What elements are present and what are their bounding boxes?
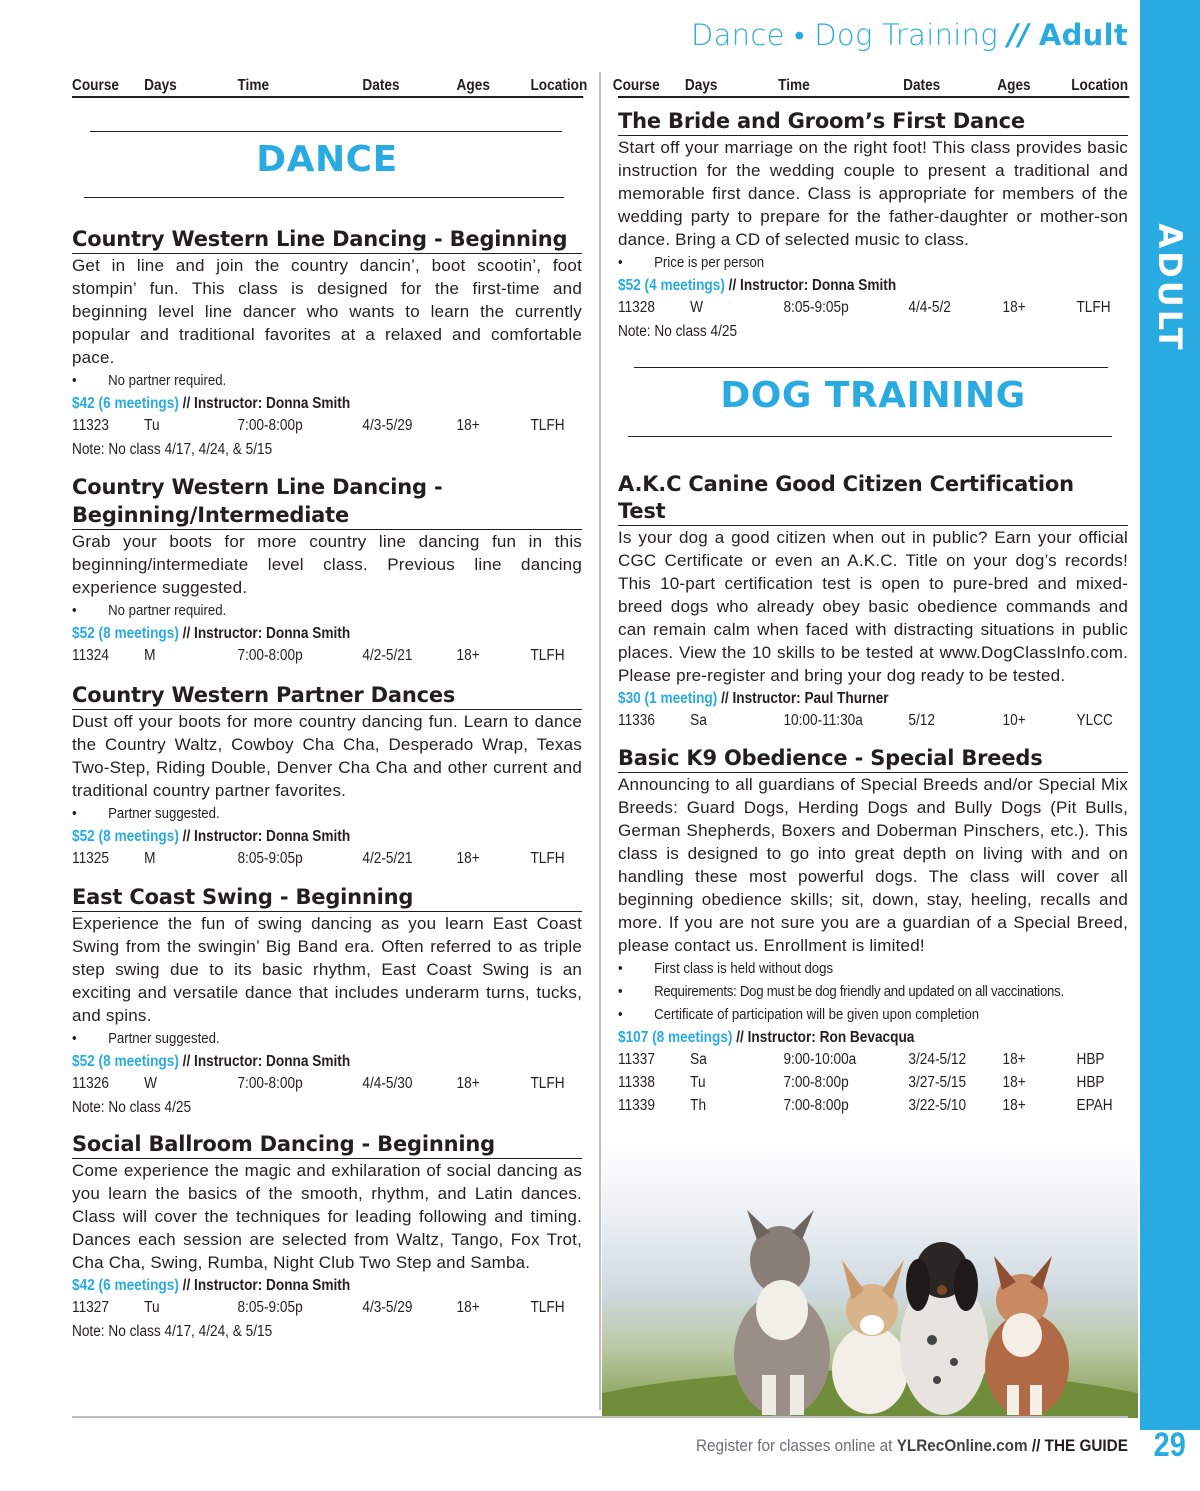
colhead-days: Days [144,77,177,94]
page-header [691,18,1128,53]
course-instructor: // Instructor: Donna Smith [178,1277,351,1294]
course-note: Note: No class 4/17, 4/24, & 5/15 [72,1323,273,1340]
sched-location: TLFH [530,647,565,664]
sched-location: TLFH [530,1075,565,1092]
colhead-course: Course [612,77,660,94]
footer-guide: // THE GUIDE [1027,1436,1128,1455]
course-instructor: // Instructor: Donna Smith [178,395,351,412]
sched-dates: 4/2-5/21 [362,647,413,664]
side-tab-label: ADULT [1151,223,1189,353]
sched-dates: 4/4-5/2 [908,299,951,316]
sched-time: 7:00-8:00p [237,647,303,664]
sched-ages: 18+ [456,417,480,434]
course-description: Come experience the magic and exhilaration of social dancing as you learn the basics of the smooth, rhythm, and Latin dances. Class will cover the techniques for leading following and timing. Dances each session are selected from Waltz, Tango, Fox Trot, Cha Cha, Swing, Rumba, Night Club Two Step and Samba. [72,1161,582,1272]
sched-ages: 10+ [1002,712,1026,729]
course-note: Note: No class 4/25 [618,323,738,340]
schedule-row [618,1072,1130,1095]
colhead-dates: Dates [903,77,941,94]
header-separator: // [1007,18,1030,52]
sched-time: 7:00-8:00p [783,1074,849,1091]
course-price: $42 (6 meetings) [72,395,179,412]
sched-days: W [690,299,704,316]
sched-dates: 5/12 [908,712,935,729]
dogs-illustration [602,1140,1138,1418]
sched-ages: 18+ [1002,299,1026,316]
course-description: Grab your boots for more country line dancing fun in this beginning/intermediate level class. Previous line dancing experience suggested. [72,532,582,597]
header-dog-training: Dog Training [814,18,998,52]
sched-dates: 3/24-5/12 [908,1051,967,1068]
dog-spaniel [900,1242,988,1415]
dog-merle-shepherd [734,1210,830,1417]
dance-rule-top [90,131,562,132]
sched-dates: 4/3-5/29 [362,417,413,434]
footer-site-link[interactable]: YLRecOnline.com [896,1436,1028,1455]
course-description: Experience the fun of swing dancing as you learn East Coast Swing from the swingin’ Big Band era. Often referred to as triple step swing due to its basic rhythm, East Coast Swing is an exciting and versatile dance that includes underarm turns, tucks, and spins. [72,914,582,1025]
course-instructor: // Instructor: Paul Thurner [717,690,889,707]
footer-text: Register for classes online at [696,1436,897,1455]
schedule-row [72,645,584,668]
course-title-line-2: Beginning/Intermediate [72,503,350,527]
course-line-dancing-beginning [72,226,582,461]
course-k9-obedience [618,745,1128,1118]
course-title: East Coast Swing - Beginning [72,884,582,912]
course-price-line [618,1026,1125,1049]
course-canine-good-citizen [618,471,1128,733]
dog-rule-top [634,367,1108,368]
sched-location: TLFH [530,850,565,867]
sched-dates: 4/3-5/29 [362,1299,413,1316]
header-dot: • [794,18,805,52]
colhead-ages: Ages [997,77,1031,94]
course-bullet: • First class is held without dogs [618,957,1125,980]
course-title: Social Ballroom Dancing - Beginning [72,1131,582,1159]
course-title: The Bride and Groom’s First Dance [618,108,1128,136]
course-bullet: • Price is per person [618,251,1125,274]
sched-ages: 18+ [456,850,480,867]
sched-course: 11323 [72,417,109,434]
sched-time: 9:00-10:00a [783,1051,857,1068]
dog-corgi [832,1260,908,1414]
course-description: Get in line and join the country dancin’, boot scootin’, foot stompin’ fun. This class is designed for the first-time and beginning level line dancer who wants to learn the currently popular and traditional favorites at a relaxed and comfortable pace. [72,256,582,367]
sched-location: EPAH [1076,1097,1113,1114]
course-bullet: • Certificate of participation will be given upon completion [618,1003,1125,1026]
course-social-ballroom [72,1131,582,1343]
colhead-dates: Dates [362,77,400,94]
sched-days: M [144,647,156,664]
sched-time: 8:05-9:05p [783,299,849,316]
page-number: 29 [1153,1426,1186,1464]
course-instructor: // Instructor: Donna Smith [178,1053,351,1070]
course-instructor: // Instructor: Ron Bevacqua [732,1029,915,1046]
course-bullet: • Partner suggested. [72,802,579,825]
sched-ages: 18+ [456,647,480,664]
course-price-line [72,1274,579,1297]
colhead-location: Location [1071,77,1129,94]
course-price: $52 (4 meetings) [618,277,725,294]
course-description: Is your dog a good citizen when out in public? Earn your official CGC Certificate or even an A.K.C. Title on your dog’s records! This 10-part certification test is open to pure-bred and mixed-breed dogs who already obey basic obedience commands and can remain calm when faced with distracting situations in public places. View the 10 skills to be tested at www.DogClassInfo.com. Please pre-register and bring your dog ready to be tested. [618,528,1128,685]
course-bullet: • Requirements: Dog must be dog friendly and updated on all vaccinations. [618,980,1125,1003]
course-first-dance [618,108,1128,343]
sched-location: TLFH [1076,299,1111,316]
sched-dates: 4/4-5/30 [362,1075,413,1092]
dog-red-merle [985,1256,1069,1417]
schedule-row [72,1073,584,1096]
footer [696,1436,1128,1456]
column-divider [599,72,601,1410]
sched-time: 8:05-9:05p [237,1299,303,1316]
sched-location: TLFH [530,1299,565,1316]
course-price-line [72,825,579,848]
sched-ages: 18+ [456,1075,480,1092]
course-title-line-1: Country Western Line Dancing - [72,475,443,499]
colhead-days: Days [684,77,718,94]
column-headers-right [612,72,1130,98]
sched-dates: 3/27-5/15 [908,1074,967,1091]
course-price: $52 (8 meetings) [72,625,179,642]
sched-time: 7:00-8:00p [237,417,303,434]
sched-course: 11324 [72,647,109,664]
course-price: $107 (8 meetings) [618,1029,733,1046]
colhead-course: Course [72,77,119,94]
sched-location: YLCC [1076,712,1113,729]
course-title [72,473,582,530]
colhead-ages: Ages [456,77,490,94]
course-note: Note: No class 4/25 [72,1099,192,1116]
colhead-location: Location [530,77,588,94]
right-column [612,72,1129,1118]
course-price: $52 (8 meetings) [72,1053,179,1070]
sched-course: 11339 [618,1097,655,1114]
schedule-row [618,297,1130,320]
course-title: Basic K9 Obedience - Special Breeds [618,745,1128,773]
colhead-time: Time [237,77,270,94]
course-instructor: // Instructor: Donna Smith [178,625,351,642]
sched-course: 11338 [618,1074,655,1091]
course-instructor: // Instructor: Donna Smith [178,828,351,845]
sched-course: 11326 [72,1075,109,1092]
sched-course: 11325 [72,850,109,867]
sched-course: 11328 [618,299,655,316]
sched-days: W [144,1075,158,1092]
dog-section-title: DOG TRAINING [720,375,1026,416]
course-line-dancing-beg-int [72,473,582,668]
sched-dates: 3/22-5/10 [908,1097,967,1114]
course-price-line [72,392,579,415]
sched-days: Tu [690,1074,706,1091]
bottom-rule [72,1416,1128,1418]
sched-days: Tu [144,417,160,434]
sched-course: 11336 [618,712,655,729]
sched-days: M [144,850,156,867]
sched-dates: 4/2-5/21 [362,850,413,867]
course-instructor: // Instructor: Donna Smith [724,277,897,294]
course-price-line [72,622,579,645]
course-bullet: • No partner required. [72,599,579,622]
course-description: Start off your marriage on the right foot! This class provides basic instruction for the wedding couple to present a traditional and memorable first dance. Class is appropriate for members of the wedding party to prepare for the father-daughter or mother-son dance. Bring a CD of selected music to class. [618,138,1128,249]
sched-ages: 18+ [456,1299,480,1316]
course-note: Note: No class 4/17, 4/24, & 5/15 [72,441,273,458]
sched-days: Sa [690,1051,707,1068]
course-price: $52 (8 meetings) [72,828,179,845]
course-title: A.K.C Canine Good Citizen Certification Test [618,471,1128,526]
sched-time: 7:00-8:00p [237,1075,303,1092]
schedule-row [72,848,584,871]
course-title: Country Western Partner Dances [72,682,582,710]
course-price-line [618,274,1125,297]
sched-days: Sa [690,712,707,729]
course-description: Dust off your boots for more country dancing fun. Learn to dance the Country Waltz, Cowboy Cha Cha, Desperado Wrap, Texas Two-Step, Riding Double, Denver Cha Cha and other current and traditional country partner favorites. [72,712,582,800]
header-dance: Dance [690,18,785,52]
dogs-photo [602,1140,1138,1418]
course-east-coast-swing [72,884,582,1119]
sched-ages: 18+ [1002,1097,1026,1114]
column-headers-left [72,72,588,98]
schedule-row [618,1049,1130,1072]
sched-ages: 18+ [1002,1074,1026,1091]
header-adult: Adult [1038,18,1128,52]
sched-course: 11337 [618,1051,655,1068]
left-column [72,72,588,1343]
sched-time: 10:00-11:30a [783,712,863,729]
sched-days: Tu [144,1299,160,1316]
course-price-line [72,1050,579,1073]
schedule-row [72,415,584,438]
sched-time: 8:05-9:05p [237,850,303,867]
course-title: Country Western Line Dancing - Beginning [72,226,582,254]
course-price-line [618,687,1125,710]
course-partner-dances [72,682,582,871]
schedule-row [618,710,1130,733]
dance-section-title: DANCE [256,139,398,180]
course-bullet: • Partner suggested. [72,1027,579,1050]
side-tab [1140,0,1200,1430]
course-price: $30 (1 meeting) [618,690,718,707]
course-bullet: • No partner required. [72,369,579,392]
schedule-row [618,1095,1130,1118]
course-description: Announcing to all guardians of Special Breeds and/or Special Mix Breeds: Guard Dogs, Herding Dogs and Bully Dogs (Pit Bulls, German Shepherds, Boxers and Doberman Pinschers, etc.). This class is designed to go into great depth on living with and on handling these most powerful dogs. The class will cover all beginning obedience skills; sit, down, stay, heeling, recalls and more. If you are not sure you are a guardian of a Special Breed, please contact us. Enrollment is limited! [618,775,1128,955]
course-price: $42 (6 meetings) [72,1277,179,1294]
sched-ages: 18+ [1002,1051,1026,1068]
sched-course: 11327 [72,1299,109,1316]
sched-days: Th [690,1097,707,1114]
sched-location: HBP [1076,1051,1105,1068]
colhead-time: Time [778,77,810,94]
schedule-row [72,1297,584,1320]
sched-location: TLFH [530,417,565,434]
sched-location: HBP [1076,1074,1105,1091]
sched-time: 7:00-8:00p [783,1097,849,1114]
